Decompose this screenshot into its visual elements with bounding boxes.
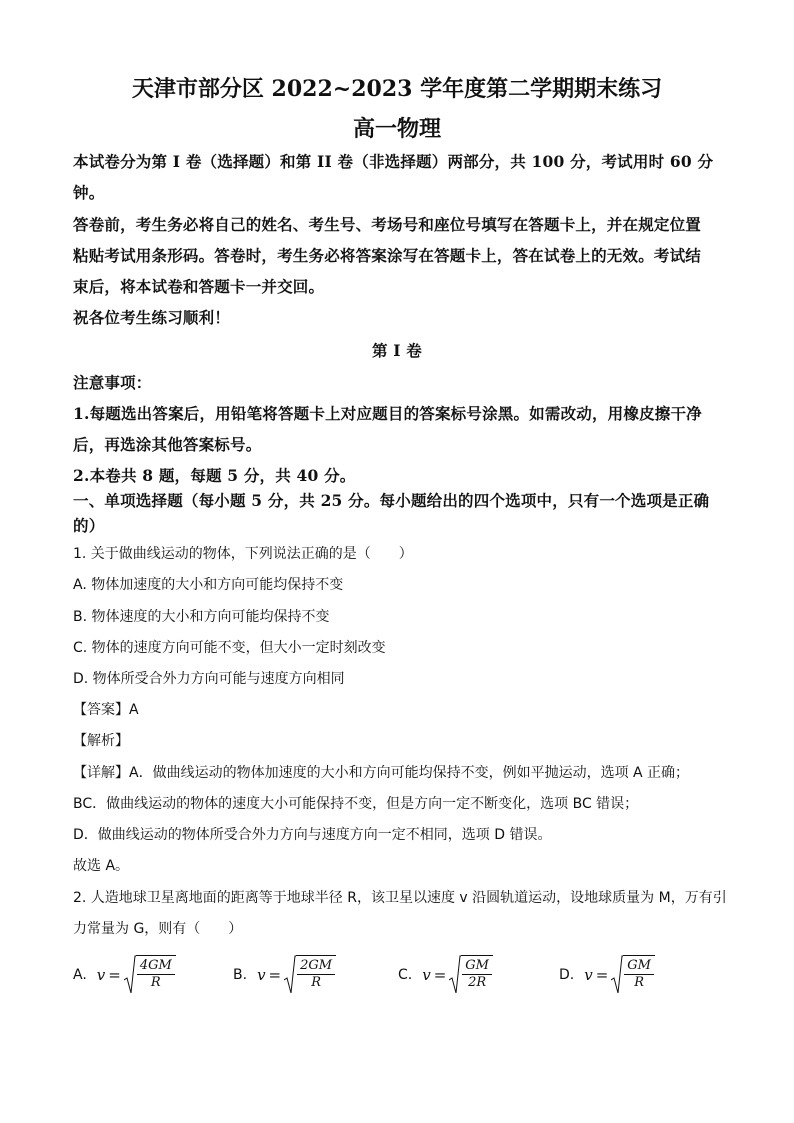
option-label: C. bbox=[398, 967, 413, 983]
note-1a: 1.每题选出答案后，用铅笔将答题卡上对应题目的答案标号涂黑。如需改动，用橡皮擦干净 bbox=[73, 404, 702, 423]
fraction-numerator: 2GM bbox=[297, 958, 335, 975]
fraction-numerator: GM bbox=[462, 958, 492, 975]
note-2: 2.本卷共 8 题，每题 5 分，共 40 分。 bbox=[73, 466, 356, 485]
q1-detail-2: BC．做曲线运动的物体的速度大小可能保持不变，但是方向一定不断变化，选项 BC 错误； bbox=[73, 796, 639, 812]
velocity-symbol: v bbox=[422, 966, 431, 984]
q1-detail-1: 【详解】A．做曲线运动的物体加速度的大小和方向可能均保持不变，例如平抛运动，选项 A 正确； bbox=[73, 765, 690, 781]
section-title: 第 I 卷 bbox=[371, 341, 423, 360]
radical-sign-icon bbox=[611, 955, 623, 995]
option-label: D. bbox=[559, 967, 575, 983]
fraction-denominator: R bbox=[150, 975, 161, 990]
sqrt-expression bbox=[611, 955, 655, 995]
radical-sign-icon bbox=[284, 955, 296, 995]
q1-stem: 1. 关于做曲线运动的物体，下列说法正确的是（ ） bbox=[73, 546, 413, 562]
notes-heading: 注意事项： bbox=[73, 373, 152, 392]
q1-option-d: D. 物体所受合外力方向可能与速度方向相同 bbox=[73, 671, 345, 687]
option-label: B. bbox=[233, 967, 248, 983]
equals-sign: = bbox=[595, 966, 609, 984]
q2-option-d bbox=[559, 955, 655, 995]
equals-sign: = bbox=[108, 966, 121, 984]
q2-stem-1: 2. 人造地球卫星离地面的距离等于地球半径 R，该卫星以速度 v 沿圆轨道运动，设地球质量为 M，万有引 bbox=[73, 890, 727, 906]
velocity-symbol: v bbox=[257, 966, 266, 984]
q1-option-a: A. 物体加速度的大小和方向可能均保持不变 bbox=[73, 577, 344, 593]
q1-option-c: C. 物体的速度方向可能不变，但大小一定时刻改变 bbox=[73, 640, 386, 656]
radical-sign-icon bbox=[449, 955, 461, 995]
q2-stem-2: 力常量为 G，则有（ ） bbox=[73, 921, 243, 937]
intro-line-3: 答卷前，考生务必将自己的姓名、考生号、考场号和座位号填写在答题卡上，并在规定位置 bbox=[73, 215, 702, 234]
intro-line-4: 粘贴考试用条形码。答卷时，考生务必将答案涂写在答题卡上，答在试卷上的无效。考试结 bbox=[73, 246, 702, 265]
sqrt-expression bbox=[124, 955, 176, 995]
intro-line-5: 束后，将本试卷和答题卡一并交回。 bbox=[73, 277, 325, 296]
part-heading-b: 的） bbox=[73, 516, 105, 535]
option-label: A. bbox=[73, 967, 87, 983]
q1-conclusion: 故选 A。 bbox=[73, 858, 130, 874]
intro-line-1: 本试卷分为第 I 卷（选择题）和第 II 卷（非选择题）两部分，共 100 分，考试用时 60 分 bbox=[73, 152, 714, 171]
exam-subject: 高一物理 bbox=[352, 116, 441, 142]
q1-answer: 【答案】A bbox=[73, 702, 139, 718]
equals-sign: = bbox=[433, 966, 447, 984]
q1-analysis-label: 【解析】 bbox=[73, 733, 129, 749]
velocity-symbol: v bbox=[96, 966, 106, 984]
equals-sign: = bbox=[268, 966, 282, 984]
q2-option-b bbox=[233, 955, 336, 995]
q2-option-a bbox=[73, 955, 176, 995]
velocity-symbol: v bbox=[584, 966, 593, 984]
sqrt-expression bbox=[449, 955, 493, 995]
q1-option-b: B. 物体速度的大小和方向可能均保持不变 bbox=[73, 609, 330, 625]
note-1b: 后，再选涂其他答案标号。 bbox=[73, 435, 262, 454]
intro-line-2: 钟。 bbox=[73, 183, 105, 202]
q2-option-c bbox=[398, 955, 493, 995]
intro-line-6: 祝各位考生练习顺利！ bbox=[73, 308, 231, 327]
radical-sign-icon bbox=[124, 955, 136, 995]
part-heading-a: 一、单项选择题（每小题 5 分，共 25 分。每小题给出的四个选项中，只有一个选项是正确 bbox=[73, 491, 710, 510]
fraction-denominator: R bbox=[311, 975, 321, 990]
q1-detail-3: D．做曲线运动的物体所受合外力方向与速度方向一定不相同，选项 D 错误。 bbox=[73, 827, 552, 843]
exam-title: 天津市部分区 2022~2023 学年度第二学期期末练习 bbox=[131, 76, 663, 102]
fraction-numerator: 4GM bbox=[137, 958, 175, 975]
fraction-denominator: R bbox=[634, 975, 645, 990]
fraction-numerator: GM bbox=[624, 958, 654, 975]
fraction-denominator: 2R bbox=[468, 975, 487, 990]
sqrt-expression bbox=[284, 955, 336, 995]
